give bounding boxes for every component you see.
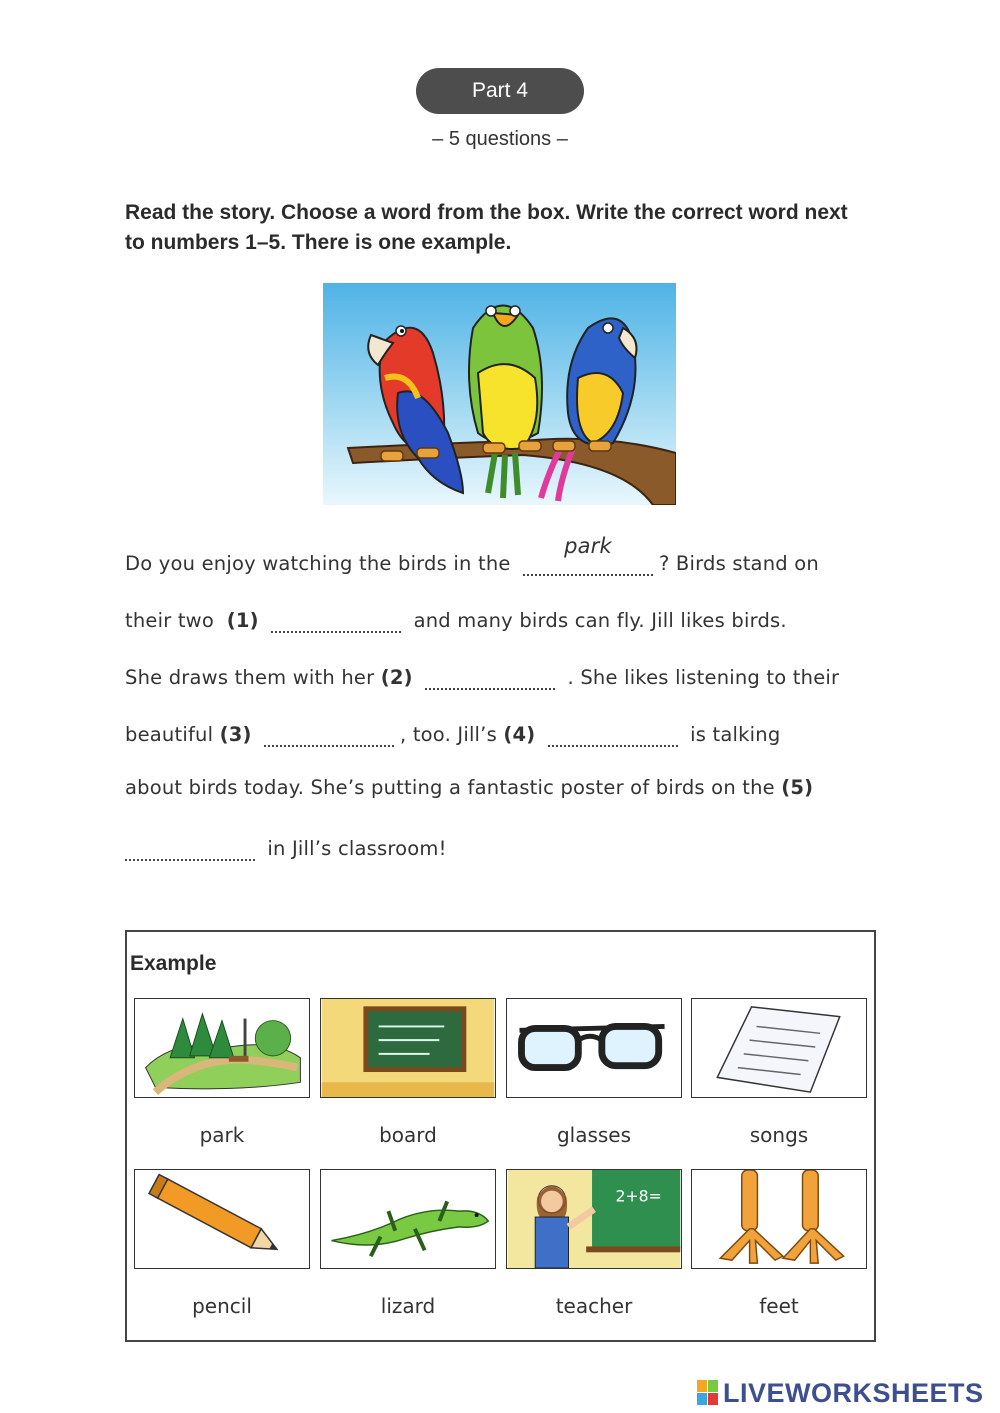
word-songs: songs [749,1123,809,1147]
word-park: park [199,1123,245,1147]
board-equation: 2+8= [615,1186,662,1206]
answer-blank-4[interactable] [548,719,678,747]
logo-text: LIVEWORKSHEETS [723,1377,984,1408]
word-glasses: glasses [556,1123,632,1147]
answer-blank-1[interactable] [271,605,401,633]
story-text: is talking [690,723,781,746]
story-text: in Jill’s classroom! [267,837,447,860]
word-board: board [379,1123,437,1147]
question-number-2: (2) [380,666,413,689]
story-text: She draws them with her [125,666,375,689]
story-text: . She likes listening to their [567,666,840,689]
question-number-5: (5) [781,776,814,799]
part-badge: Part 4 [416,68,584,114]
pencil-picture [134,1169,310,1269]
story-text: beautiful [125,723,214,746]
story-line-3 [125,662,839,690]
instructions: Read the story. Choose a word from the box. Write the correct word next to numbers 1–5. There is one example. [125,201,848,254]
glasses-picture [506,998,682,1098]
word-feet: feet [759,1294,799,1318]
lizard-picture [320,1169,496,1269]
story-text: and many birds can fly. Jill likes birds. [413,609,787,632]
story-line-1 [125,534,819,576]
word-teacher: teacher [555,1294,633,1318]
word-pencil: pencil [192,1294,252,1318]
story-text: , too. Jill’s [400,723,497,746]
story-line-5 [125,776,813,799]
story-text: their two [125,609,214,632]
story-text: ? Birds stand on [658,552,819,575]
story-text: Do you enjoy watching the birds in the [125,552,511,575]
example-answer: park [564,534,612,558]
questions-count: – 5 questions – [432,128,568,150]
question-number-3: (3) [219,723,252,746]
word-lizard: lizard [380,1294,436,1318]
example-label: Example [130,952,217,975]
songs-picture [691,998,867,1098]
logo-mark-icon [697,1380,719,1406]
board-picture [320,998,496,1098]
story-line-4 [125,719,780,747]
answer-blank-3[interactable] [264,719,394,747]
story-line-6 [125,833,447,861]
story-text: about birds today. She’s putting a fantastic poster of birds on the [125,776,775,799]
story-line-2 [125,605,787,633]
answer-blank-5[interactable] [125,833,255,861]
feet-picture [691,1169,867,1269]
question-number-1: (1) [226,609,259,632]
answer-blank-2[interactable] [425,662,555,690]
example-blank [523,534,653,576]
teacher-picture [506,1169,682,1269]
park-picture [134,998,310,1098]
liveworksheets-logo[interactable] [697,1378,984,1408]
question-number-4: (4) [503,723,536,746]
parrots-illustration [323,283,676,505]
